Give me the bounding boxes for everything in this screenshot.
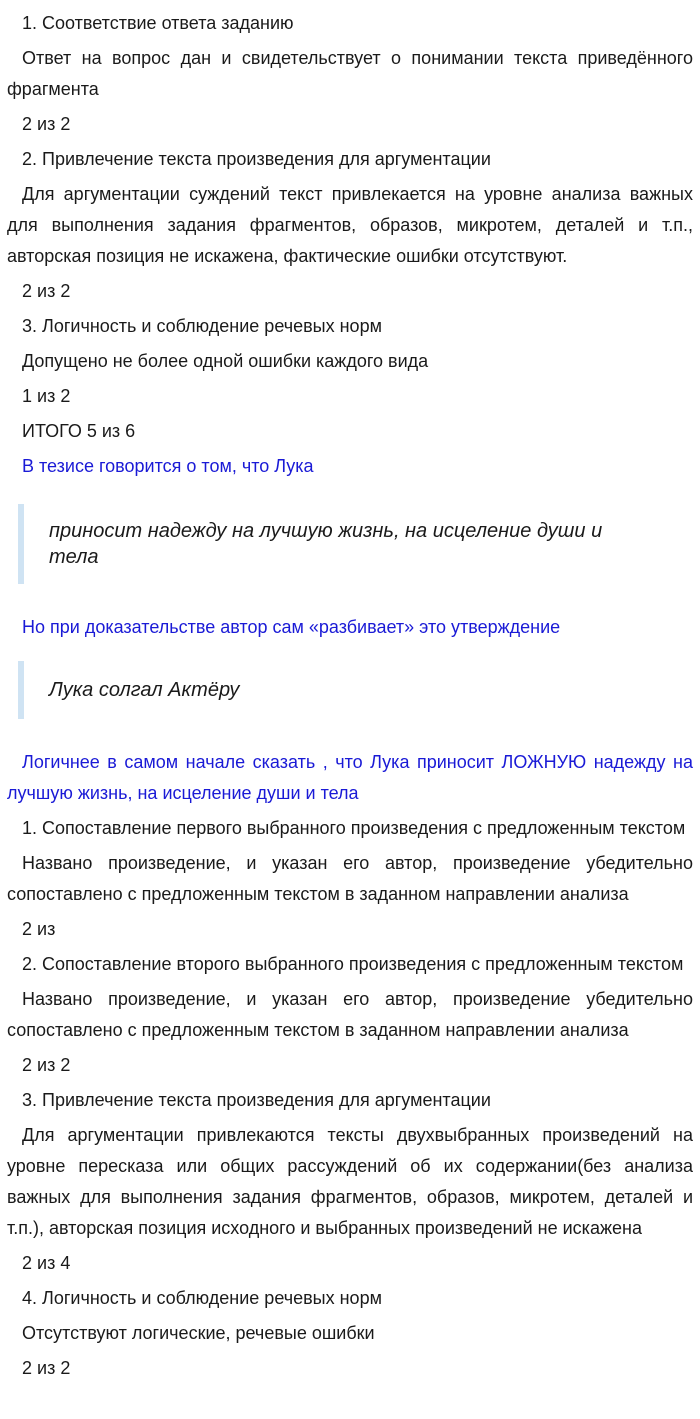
criterion-1-title: 1. Соответствие ответа заданию [22,13,294,33]
quote-block-thesis: приносит надежду на лучшую жизнь, на исцеление души и тела [18,504,693,584]
criterion-3-description: Допущено не более одной ошибки каждого вида [22,351,429,371]
criterion-1-description: Ответ на вопрос дан и свидетельствует о понимании текста приведённого фрагмента [7,48,693,99]
criterion-2-description: Для аргументации суждений текст привлекается на уровне анализа важных для выполнения задания фрагментов, образов, микротем, деталей и т.п., авторская позиция не искажена, фактические ошибки отсутствуют. [7,184,693,266]
comparison-criterion-2-description: Названо произведение, и указан его автор, произведение убедительно сопоставлено с предложенным текстом в заданном направлении анализа [7,989,693,1040]
comparison-criterion-4-score: 2 из 2 [22,1358,71,1378]
comparison-criterion-3-score: 2 из 4 [22,1253,71,1273]
comparison-criterion-1-title: 1. Сопоставление первого выбранного произведения с предложенным текстом [22,818,686,838]
comparison-criterion-3-description: Для аргументации привлекаются тексты двухвыбранных произведений на уровне пересказа или общих рассуждений об их содержании(без анализа важных для выполнения задания фрагментов, образов, микротем, деталей и т.п.), авторская позиция исходного и выбранных произведений не искажена [7,1125,693,1238]
criterion-3-score: 1 из 2 [22,386,71,406]
quote-block-proof: Лука солгал Актёру [18,661,693,719]
comparison-criterion-2-title: 2. Сопоставление второго выбранного произведения с предложенным текстом [22,954,684,974]
comparison-criterion-1-score: 2 из [22,919,56,939]
criterion-2-score: 2 из 2 [22,281,71,301]
total-score: ИТОГО 5 из 6 [22,421,136,441]
reviewer-comment-middle: Но при доказательстве автор сам «разбивает» это утверждение [22,617,561,637]
reviewer-comment-intro: В тезисе говорится о том, что Лука [22,456,314,476]
comparison-criterion-3-title: 3. Привлечение текста произведения для аргументации [22,1090,491,1110]
comparison-criterion-2-score: 2 из 2 [22,1055,71,1075]
comparison-criterion-4-title: 4. Логичность и соблюдение речевых норм [22,1288,382,1308]
criterion-2-title: 2. Привлечение текста произведения для аргументации [22,149,491,169]
comparison-criterion-1-description: Названо произведение, и указан его автор, произведение убедительно сопоставлено с предложенным текстом в заданном направлении анализа [7,853,693,904]
criterion-3-title: 3. Логичность и соблюдение речевых норм [22,316,382,336]
reviewer-comment-advice: Логичнее в самом начале сказать , что Лука приносит ЛОЖНУЮ надежду на лучшую жизнь, на исцеление души и тела [7,752,693,803]
criterion-1-score: 2 из 2 [22,114,71,134]
comparison-criterion-4-description: Отсутствуют логические, речевые ошибки [22,1323,375,1343]
